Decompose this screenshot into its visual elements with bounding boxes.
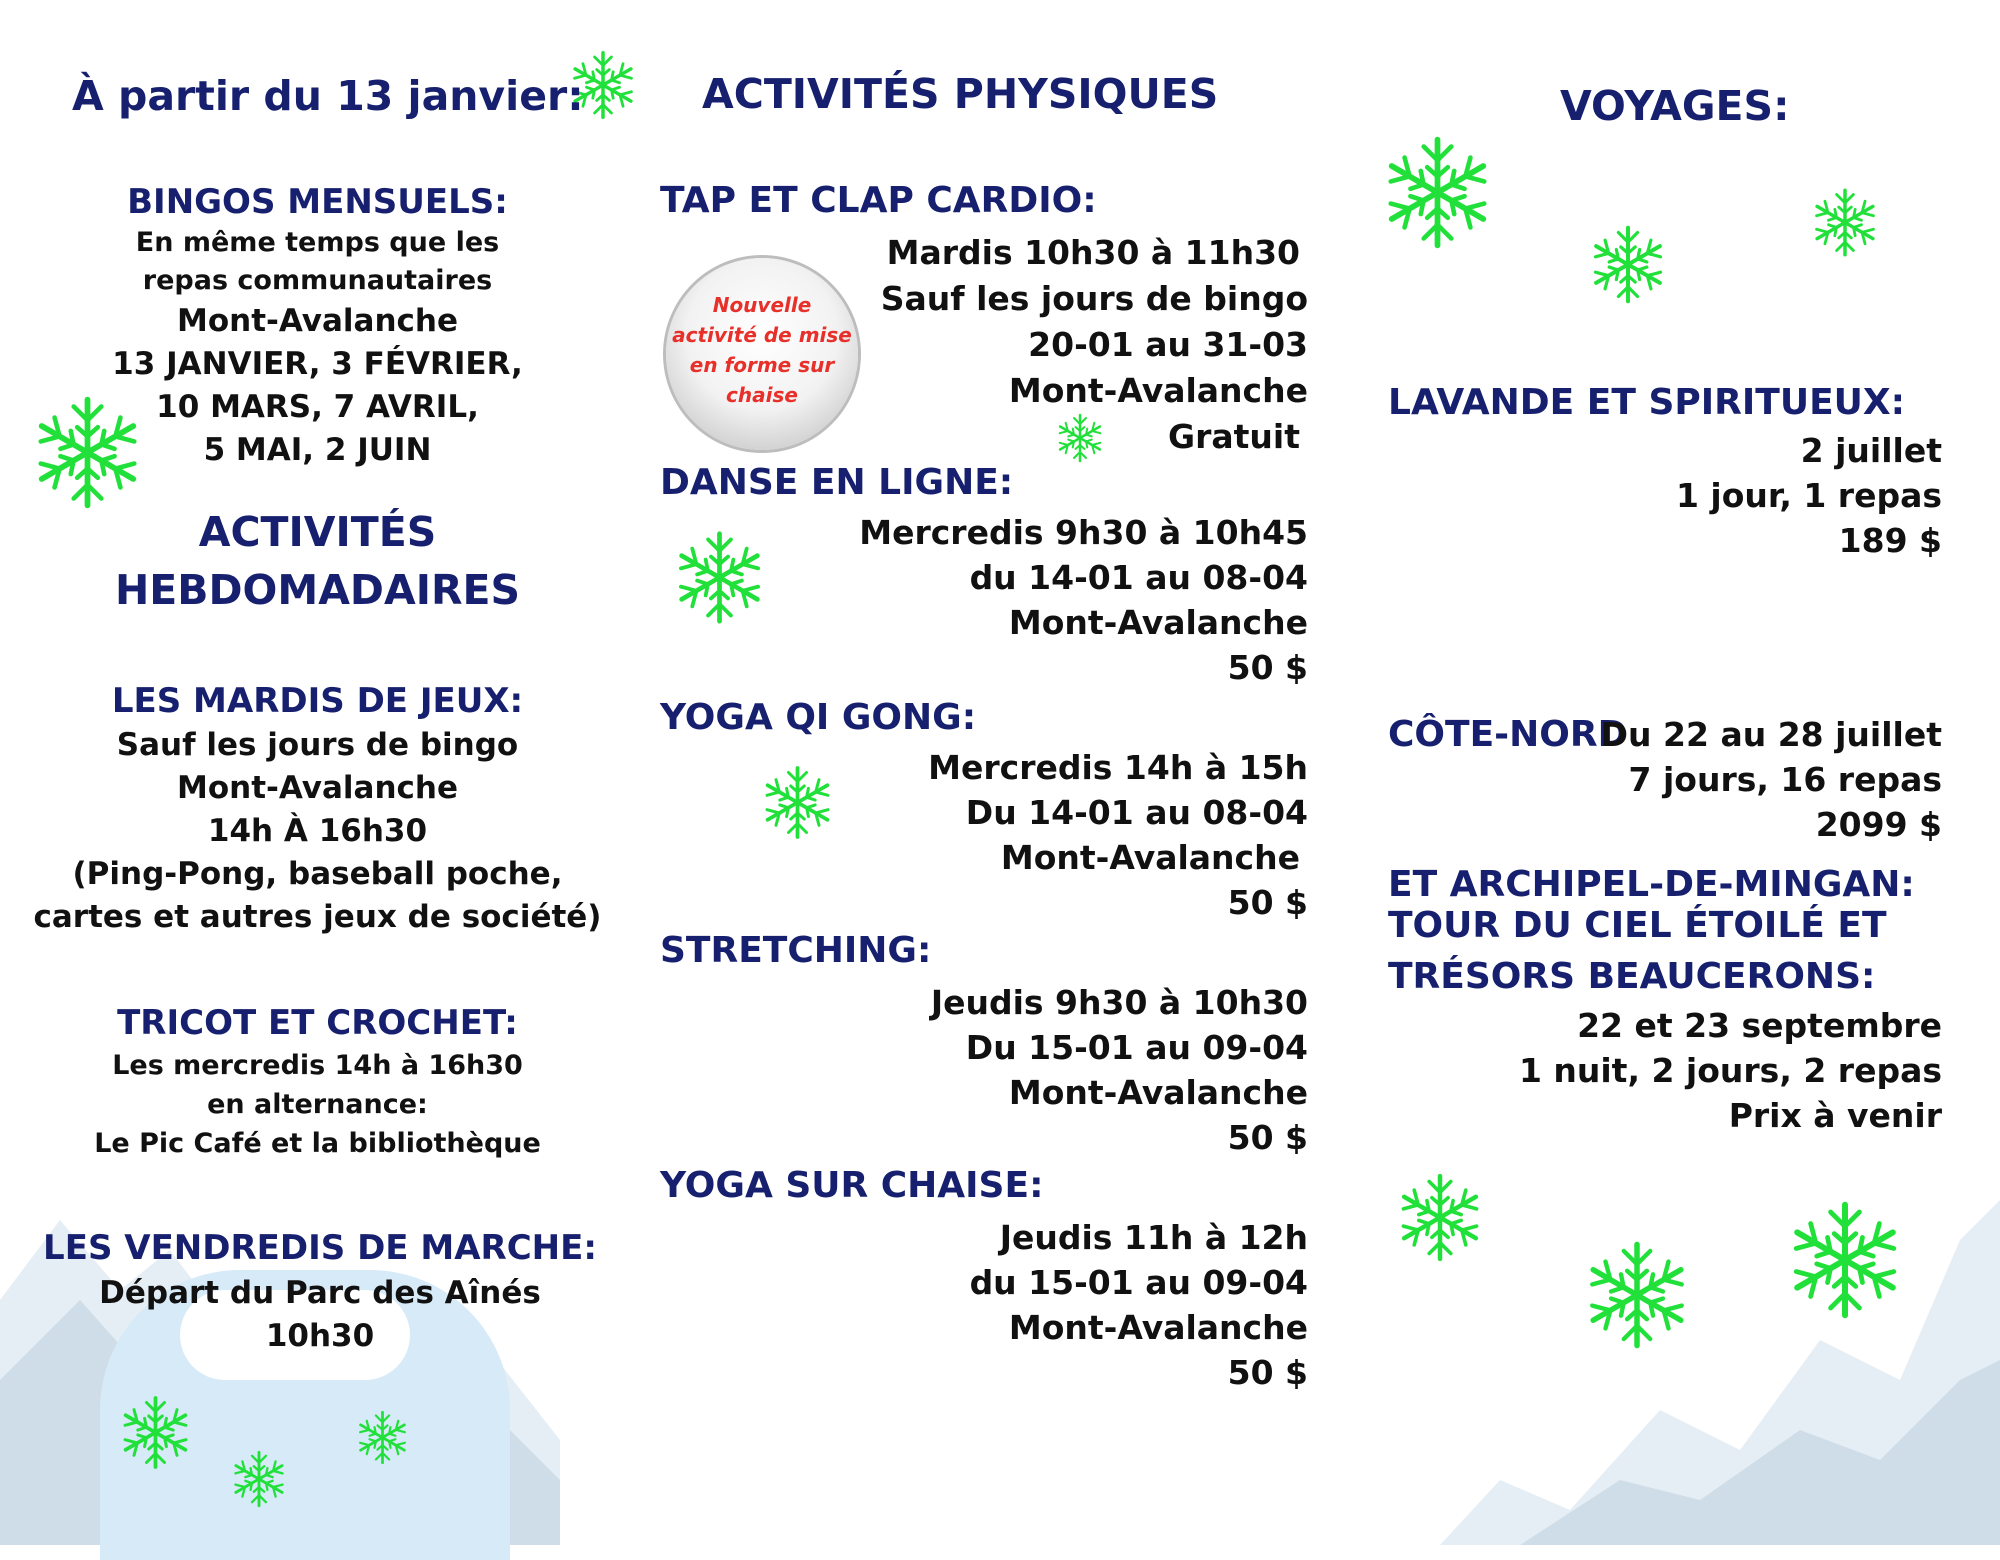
walk-section [20,1224,620,1358]
snowflake-icon [1588,222,1668,307]
text-line: 50 $ [1227,1353,1308,1392]
text-line: 22 et 23 septembre [1577,1006,1942,1045]
text-line: en alternance: [207,1089,428,1120]
badge-line: Nouvelle [712,293,812,317]
text-line: 2 juillet [1800,431,1942,470]
physical-activities-title: ACTIVITÉS PHYSIQUES [702,70,1219,118]
text-line: Les mercredis 14h à 16h30 [112,1050,523,1081]
text-line: Du 15-01 au 09-04 [965,1028,1308,1067]
text-line: Mont-Avalanche [1000,838,1300,877]
activity-title-chair-yoga: YOGA SUR CHAISE: [660,1165,1044,1206]
text-line: 13 JANVIER, 3 FÉVRIER, [112,346,523,382]
activity-details-dance [760,510,1308,690]
text-line: repas communautaires [142,265,493,296]
text-line: Mont-Avalanche [1008,1308,1308,1347]
text-line: 50 $ [1227,1118,1308,1157]
knit-title: TRICOT ET CROCHET: [117,1003,518,1043]
trip-details-lavender [1500,428,1942,563]
text-line: ET ARCHIPEL-DE-MINGAN: [1388,864,1915,905]
activity-title-stretching: STRETCHING: [660,930,932,971]
text-line: 5 MAI, 2 JUIN [203,432,432,468]
text-line: Le Pic Café et la bibliothèque [94,1128,541,1159]
text-line: Jeudis 11h à 12h [999,1218,1308,1257]
text-line: Jeudis 9h30 à 10h30 [930,983,1308,1022]
intro-title: À partir du 13 janvier: [72,72,584,120]
text-line: Mercredis 9h30 à 10h45 [859,513,1308,552]
text-line: Gratuit [1168,417,1300,456]
text-line: 20-01 au 31-03 [1028,325,1308,364]
activity-details-stretching [760,980,1308,1160]
text-line: Mont-Avalanche [177,770,458,806]
text-line: Mont-Avalanche [1008,603,1308,642]
bingo-section [60,180,575,472]
games-section [10,678,625,939]
text-line: TOUR DU CIEL ÉTOILÉ ET [1388,905,1887,946]
text-line: 14h À 16h30 [207,813,428,849]
text-line: 50 $ [1227,648,1308,687]
trip-title-starry-sky [1388,900,1887,1002]
text-line: HEBDOMADAIRES [114,566,521,614]
text-line: 2099 $ [1815,805,1942,844]
walk-details [20,1272,620,1358]
text-line: 10 MARS, 7 AVRIL, [156,389,479,425]
text-line: Sauf les jours de bingo [116,727,519,763]
activity-title-dance: DANSE EN LIGNE: [660,462,1014,503]
badge-line: activité de mise [672,323,852,347]
snowflake-icon [1395,1170,1485,1265]
text-line: Mardis 10h30 à 11h30 [886,233,1300,272]
activity-title-tap: TAP ET CLAP CARDIO: [660,180,1097,221]
text-line: Mercredis 14h à 15h [928,748,1308,787]
activity-details-qigong [760,745,1308,925]
text-line: TRÉSORS BEAUCERONS: [1388,956,1876,997]
snowflake-icon [672,530,767,625]
bingo-details [60,300,575,472]
text-line: cartes et autres jeux de société) [33,899,602,935]
text-line: du 14-01 au 08-04 [969,558,1308,597]
snowflake-icon [1785,1195,1905,1325]
games-title: LES MARDIS DE JEUX: [111,681,524,721]
snowflake-icon [1810,185,1880,260]
text-line: 189 $ [1838,521,1942,560]
text-line: Du 22 au 28 juillet [1600,715,1942,754]
text-line: Du 14-01 au 08-04 [965,793,1308,832]
text-line: 7 jours, 16 repas [1628,760,1942,799]
games-details [10,724,625,939]
text-line: ACTIVITÉS [198,508,437,556]
badge-line: chaise [726,383,798,407]
trips-title: VOYAGES: [1560,82,1790,130]
text-line: En même temps que les [135,227,500,258]
text-line: Départ du Parc des Aînés [99,1275,541,1311]
text-line: 50 $ [1227,883,1308,922]
text-line: 10h30 [265,1318,375,1354]
activity-details-tap [760,230,1308,460]
text-line: Sauf les jours de bingo [880,279,1308,318]
knit-section [40,1000,595,1163]
text-line: du 15-01 au 09-04 [969,1263,1308,1302]
text-line: 1 jour, 1 repas [1675,476,1942,515]
text-line: Prix à venir [1728,1096,1942,1135]
text-line: 1 nuit, 2 jours, 2 repas [1518,1051,1942,1090]
mountain-background-right [1440,1180,2000,1545]
trip-title-lavender [1388,378,1905,428]
text-line: Mont-Avalanche [1008,1073,1308,1112]
text-line: (Ping-Pong, baseball poche, [72,856,563,892]
knit-details [40,1046,595,1163]
trip-details-cote-nord [1500,712,1942,847]
activity-title-qigong: YOGA QI GONG: [660,697,977,738]
weekly-title [60,503,575,619]
walk-title: LES VENDREDIS DE MARCHE: [43,1228,597,1268]
bingo-title: BINGOS MENSUELS: [127,182,508,222]
snowflake-icon [118,1395,193,1470]
text-line: LAVANDE ET SPIRITUEUX: [1388,382,1906,423]
text-line: Mont-Avalanche [177,303,458,339]
text-line: Mont-Avalanche [1008,371,1308,410]
snowflake-icon [355,1410,410,1465]
snowflake-icon [1582,1235,1692,1355]
trip-details-starry-sky [1500,1003,1942,1138]
text-line: CÔTE-NORD [1388,714,1628,755]
snowflake-icon [230,1450,288,1508]
badge-line: en forme sur [689,353,835,377]
activity-details-chair-yoga [760,1215,1308,1395]
snowflake-icon [1380,130,1495,255]
bingo-description [60,224,575,300]
